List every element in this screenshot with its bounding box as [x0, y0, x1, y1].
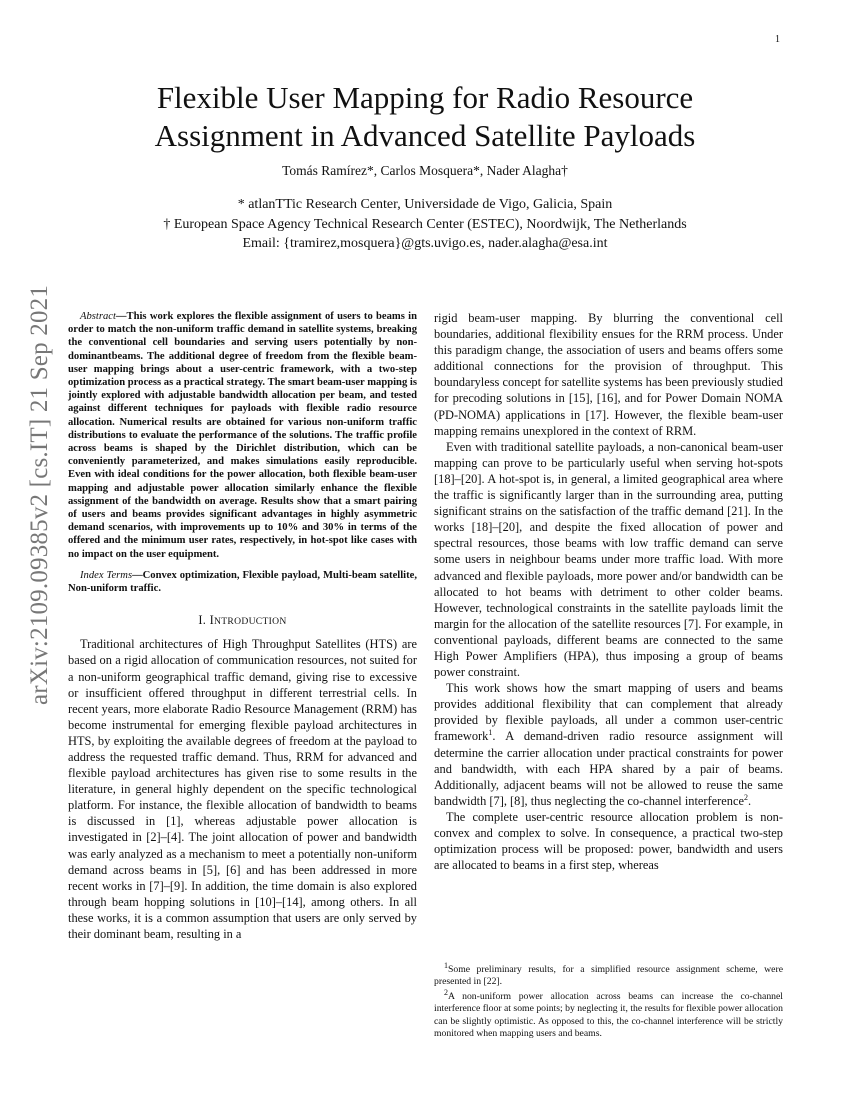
right-paragraph-3: This work shows how the smart mapping of users and beams provides additional flexibility that can complement that already provided by flexible payloads, all under a common user-centric framework$^1$. A demand-driven radio resource assignment will determine the carrier allocation under practical constraints for power and bandwidth, with each HPA shared by a pair of beams. Additionally, adjacent beams will not be allowed to reuse the same bandwidth [7], [8], thus neglecting the co-channel interference$^2$. [434, 681, 783, 808]
right-paragraph-4: The complete user-centric resource allocation problem is non-convex and complex to solve. In consequence, a practical two-step optimization process will be proposed: power, bandwidth and users are allocated to beams in a first step, whereas [434, 809, 783, 873]
index-terms-label: Index Terms [80, 569, 133, 581]
abstract [68, 310, 417, 561]
title-line-1: Flexible User Mapping for Radio Resource [156, 80, 694, 115]
footnotes [434, 960, 783, 1042]
title-line-2: Assignment in Advanced Satellite Payloads [154, 118, 696, 153]
right-column [434, 310, 783, 873]
right-paragraph-2: Even with traditional satellite payloads, a non-canonical beam-user mapping can prove to be particularly useful when serving hot-spots [18]–[20]. A hot-spot is, in general, a limited geographical area where the traffic is significantly larger than in the surrounding area, putting significant strains on the satisfaction of the traffic demand [21]. In the works [18]–[20], and despite the fixed allocation of power and spectral resources, those beams with low traffic demand can serve some users in neighbour beams under more traffic load. With more advanced and flexible payloads, more power and/or bandwidth can be allocated to hot beams with detriment to other colder beams. However, technological constraints in the satellite payloads limit the margin for the allocation of the satellite resources [7]. For example, in conventional payloads, different beams are connected to the same High Power Amplifiers (HPA), thus imposing a group of beams power constraint. [434, 439, 783, 680]
authors: Tomás Ramírez*, Carlos Mosquera*, Nader Alagha† [282, 163, 568, 178]
footnote-ref-1[interactable]: 1 [488, 728, 493, 738]
footnote-1: $^1$Some preliminary results, for a simplified resource assignment scheme, were presented in [22]. [434, 960, 783, 988]
section-heading-introduction: I. INTRODUCTION [198, 613, 287, 628]
abstract-label: Abstract [80, 311, 116, 322]
page-number: 1 [775, 34, 780, 45]
intro-paragraph-1: Traditional architectures of High Throughput Satellites (HTS) are based on a rigid allocation of communication resources, not suited for a non-uniform geographical traffic demand, giving rise to excessive or insufficient offered throughput in different terrestrial cells. In recent years, more elaborate Radio Resource Management (RRM) has become instrumental for emerging flexible payload architectures in HTS, by exploiting the available degrees of freedom at the payload to address the requested traffic demand. Thus, RRM for advanced and flexible payload architectures has given rise to some results in the literature, in general highly dependent on the specific technological platform. For instance, the flexible allocation of bandwidth to beams is discussed in [1], whereas adjustable power allocation is investigated in [2]–[4]. The joint allocation of power and bandwidth was early analyzed as a mechanism to meet a potentially non-uniform demand across beams in [5], [6] and has been addressed in more recent works in [7]–[9]. In addition, the time domain is also explored through beam hopping solutions in [10]–[14], among others. In all these works, it is a common assumption that users are only served by their dominant beam, resulting in a [68, 637, 417, 942]
right-paragraph-1: rigid beam-user mapping. By blurring the conventional cell boundaries, additional flexibility ensues for the RRM process. Under this paradigm change, the association of users and beams offers some additional connections for the provision of throughput. This boundaryless concept for satellite systems has been previously studied for precoding solutions in [15], [16], and for Power Domain NOMA (PD-NOMA) applications in [17]. However, the flexible beam-user mapping remains unexplored in the context of RRM. [434, 311, 783, 438]
index-terms [68, 569, 417, 595]
footnote-ref-2[interactable]: 2 [743, 792, 748, 802]
footnote-2: $^2$A non-uniform power allocation across beams can increase the co-channel interference floor at some points; by neglecting it, the results for flexible power allocation can be slightly optimistic. As opposed to this, the co-channel interference will be strictly monitored when mapping users and beams. [434, 987, 783, 1040]
left-column [68, 310, 417, 942]
paper-title [0, 79, 850, 155]
affiliation-1: * atlanTTic Research Center, Universidade de Vigo, Galicia, Spain [237, 197, 613, 212]
affiliations [0, 195, 850, 254]
abstract-text: —This work explores the flexible assignment of users to beams in order to match the non-uniform traffic demand in satellite systems, breaking the conventional cell boundaries and serving users potentially by non-dominantbeams. The additional degree of freedom from the flexible beam-user mapping brings about a user-centric framework, with a two-step optimization process as a practical strategy. The smart beam-user mapping is jointly explored with adjustable bandwidth allocation per beam, and tested against different techniques for payloads with flexible radio resource allocation. Numerical results are obtained for various non-uniform traffic distributions to evaluate the performance of the solutions. The traffic profile across beams is shaped by the Dirichlet distribution, which can be conveniently parameterized, and makes simulations easily reproducible. Even with ideal conditions for the power allocation, both flexible beam-user mapping and adjustable power allocation similarly enhance the flexible assignment of the bandwidth on average. Results show that a smart pairing of users and beams provides significant advantages in highly asymmetric demand scenarios, with improvements up to 10% and 30% in terms of the offered and the minimum user rates, respectively, in hot-spot like cases with no impact on the user equipment. [68, 311, 417, 560]
email-line: Email: {tramirez,mosquera}@gts.uvigo.es, nader.alagha@esa.int [242, 236, 608, 251]
affiliation-2: † European Space Agency Technical Research Center (ESTEC), Noordwijk, The Netherlands [163, 216, 687, 232]
arxiv-identifier: arXiv:2109.09385v2 [cs.IT] 21 Sep 2021 [26, 284, 53, 705]
index-terms-text: —Convex optimization, Flexible payload, Multi-beam satellite, Non-uniform traffic. [68, 569, 417, 595]
